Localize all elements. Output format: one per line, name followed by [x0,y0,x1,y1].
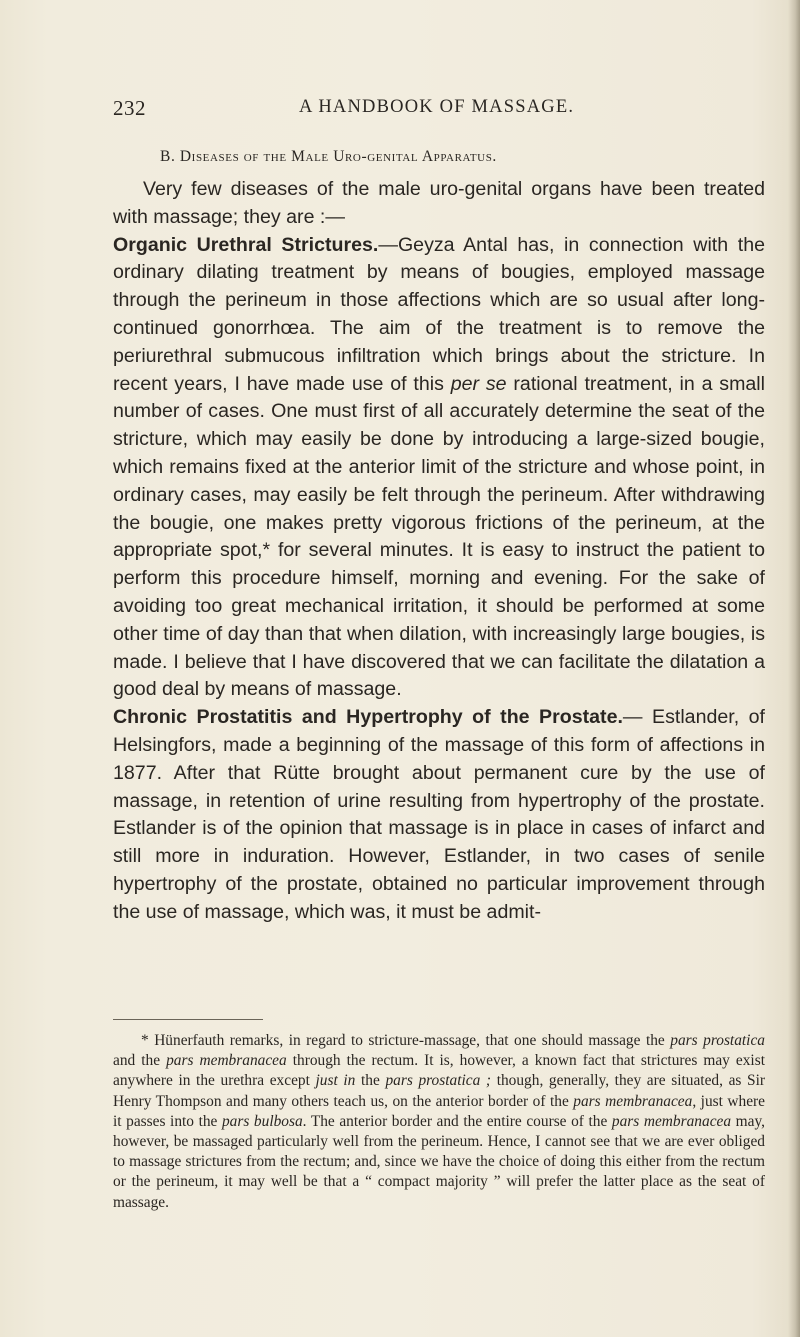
strictures-paragraph [113,232,765,705]
page-edge-shadow [788,0,800,1337]
footnote-text-8: may, however, be massaged particularly well from the perineum. Hence, I cannot see that we are ever obliged to massage strictures from the rectum; and, since we have the choice of doing this either from the rectum or the perineum, it may well be that a “ compact majority ” will prefer the latter place as the seat of massage. [113,1112,765,1211]
prostate-text: — Estlander, of Helsingfors, made a beginning of the massage of this form of affections in 1877. After that Rütte brought about permanent cure by the use of massage, in retention of urine resulting from hypertrophy of the prostate. Estlander is of the opinion that massage is in place in cases of infarct and still more in induration. However, Estlander, in two cases of senile hypertrophy of the prostate, obtained no particular improvement through the use of massage, which was, it must be admit- [113,706,765,923]
footnote-text-2: and the [113,1052,167,1070]
footnote-text-7: . The anterior border and the entire course of the [302,1112,612,1130]
page-number: 232 [113,96,146,120]
prostate-run-in-heading: Chronic Prostatitis and Hypertrophy of the Prostate. [113,706,623,729]
footnote-rule [113,1019,263,1020]
strictures-text-b: rational treatment, in a small number of cases. One must first of all accurately determine the seat of the stricture, which may easily be done by introducing a large-sized bougie, which remains fixed at the anterior limit of the stricture and whose point, in ordinary cases, may easily be felt through the perineum. After withdrawing the bougie, one makes pretty vigorous frictions of the perineum, at the appropriate spot,* for several minutes. It is easy to instruct the patient to perform this procedure himself, morning and evening. For the sake of avoiding too great mechanical irritation, it should be performed at some other time of day than that when dilation, with increasingly large bougies, is made. I believe that I have discovered that we can facilitate the dilatation a good deal by means of massage. [113,372,766,701]
strictures-run-in-heading: Organic Urethral Strictures. [113,233,379,256]
footnote-text-3: through the rectum. It is, however, a known fact that strictures may exist anywhere in the urethra except [113,1052,765,1090]
footnote [113,1031,765,1213]
strictures-text-a: —Geyza Antal has, in connection with the ordinary dilating treatment by means of bougies, employed massage through the perineum in those affections which are so usual after long-continued gonorrhœa. The aim of the treatment is to remove the periurethral submucous infiltration which brings about the stricture. In recent years, I have made use of this [113,233,766,395]
section-heading: B. Diseases of the Male Uro-genital Apparatus. [160,148,497,165]
footnote-italic-1: pars prostatica [670,1032,765,1049]
running-title: A HANDBOOK OF MASSAGE. [299,97,575,117]
strictures-italic: per se [450,372,507,395]
footnote-text-4: the [355,1072,386,1090]
footnote-italic-2: pars membranacea [166,1052,287,1070]
prostate-paragraph [113,704,765,926]
footnote-italic-3: just in [315,1072,356,1090]
intro-paragraph: Very few diseases of the male uro-genital organs have been treated with massage; they are :— [113,178,765,228]
footnote-text-1: * Hünerfauth remarks, in regard to stricture-massage, that one should massage the [141,1032,671,1049]
footnote-italic-7: pars membranacea [611,1112,732,1130]
footnote-italic-4: pars prostatica ; [385,1072,492,1090]
footnote-italic-6: pars bulbosa [221,1112,303,1130]
footnote-text-5: though, generally, they are situated, as Sir Henry Thompson and many others teach us, on the anterior border of the [113,1072,765,1110]
footnote-italic-5: pars membranacea [573,1092,693,1110]
body-text [113,176,765,927]
page-header [113,96,763,122]
footnote-paragraph [113,1031,765,1213]
footnote-text-6: , just where it passes into the [113,1092,766,1130]
